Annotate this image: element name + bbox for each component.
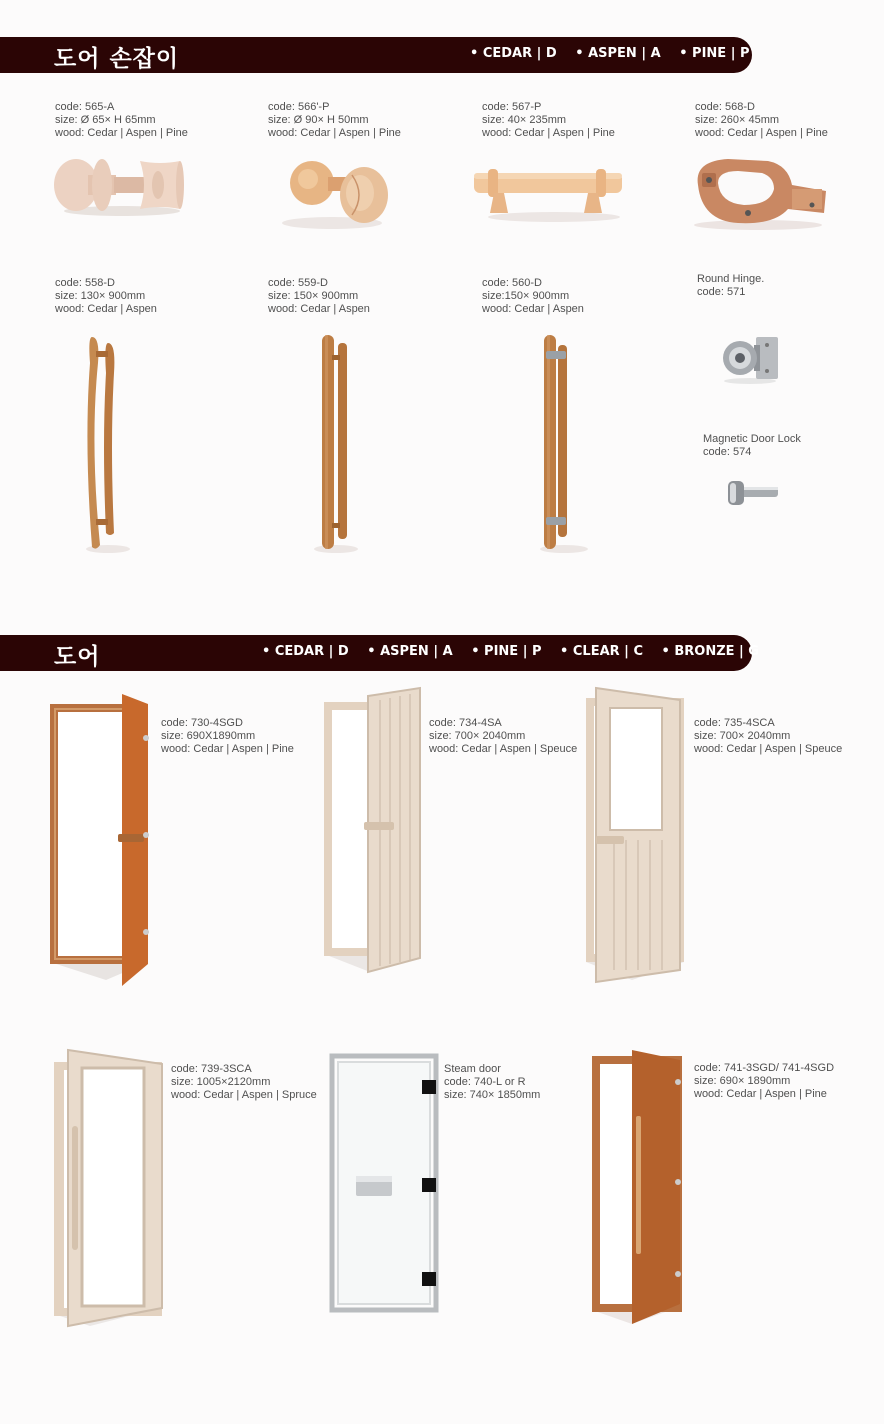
- product-code: code: 565-A: [55, 101, 115, 113]
- long-handle-558-image: [80, 333, 130, 555]
- product-code: code: 734-4SA: [429, 717, 502, 729]
- product-wood: wood: Cedar | Aspen | Pine: [694, 1088, 827, 1100]
- product-spec: [161, 717, 294, 756]
- product-spec: [694, 1062, 834, 1101]
- product-size: size: 1005×2120mm: [171, 1076, 271, 1088]
- product-code: code: 566'-P: [268, 101, 330, 113]
- product-wood: wood: Cedar | Aspen: [482, 303, 584, 315]
- magnetic-lock-image: [726, 478, 780, 508]
- bar-handle-567-image: [470, 165, 626, 223]
- product-code: code: 568-D: [695, 101, 755, 113]
- product-code: code: 558-D: [55, 277, 115, 289]
- product-size: size: 40× 235mm: [482, 114, 567, 126]
- product-code: code: 741-3SGD/ 741-4SGD: [694, 1062, 835, 1074]
- section-banner-handles: [0, 37, 752, 73]
- knob-566-image: [280, 155, 392, 231]
- section-title: 도어: [54, 644, 101, 670]
- product-wood: wood: Cedar | Aspen | Pine: [268, 127, 401, 139]
- product-wood: wood: Cedar | Aspen | Speuce: [429, 743, 578, 755]
- product-name: Magnetic Door Lock: [703, 433, 801, 445]
- tag-clear: • CLEAR | C: [560, 644, 643, 659]
- product-spec: [703, 433, 801, 459]
- product-spec: [697, 273, 764, 299]
- product-size: size: 130× 900mm: [55, 290, 146, 302]
- product-name: Round Hinge.: [697, 273, 765, 285]
- product-code: code: 560-D: [482, 277, 542, 289]
- product-code: code: 567-P: [482, 101, 542, 113]
- knob-565-image: [52, 155, 184, 217]
- steam-door-image: [326, 1052, 440, 1316]
- product-code: code: 574: [703, 446, 752, 458]
- wood-tags: [262, 644, 773, 659]
- tag-pine: • PINE | P: [679, 46, 750, 61]
- tag-aspen: • ASPEN | A: [575, 46, 661, 61]
- long-handle-559-image: [312, 333, 362, 555]
- door-739-image: [50, 1046, 166, 1330]
- product-size: size: 690× 1890mm: [694, 1075, 791, 1087]
- product-spec: [268, 101, 401, 140]
- product-spec: [444, 1063, 540, 1102]
- round-hinge-image: [720, 333, 782, 385]
- product-spec: [268, 277, 370, 316]
- wood-tags: [470, 46, 764, 61]
- product-wood: wood: Cedar | Aspen | Speuce: [694, 743, 843, 755]
- product-spec: [429, 717, 577, 756]
- product-code: code: 559-D: [268, 277, 328, 289]
- product-size: size: 700× 2040mm: [429, 730, 526, 742]
- product-spec: [695, 101, 828, 140]
- long-handle-560-image: [536, 333, 592, 555]
- product-wood: wood: Cedar | Aspen | Spruce: [171, 1089, 317, 1101]
- product-code: code: 571: [697, 286, 746, 298]
- tag-bronze: • BRONZE | G: [661, 644, 759, 659]
- product-wood: wood: Cedar | Aspen | Pine: [482, 127, 615, 139]
- section-banner-doors: [0, 635, 759, 671]
- product-wood: wood: Cedar | Aspen: [268, 303, 370, 315]
- product-wood: wood: Cedar | Aspen: [55, 303, 157, 315]
- product-spec: [55, 277, 157, 316]
- product-code: code: 739-3SCA: [171, 1063, 252, 1075]
- product-code: code: 730-4SGD: [161, 717, 243, 729]
- product-spec: [482, 101, 615, 140]
- product-spec: [55, 101, 188, 140]
- product-wood: wood: Cedar | Aspen | Pine: [55, 127, 188, 139]
- clamp-handle-568-image: [688, 155, 830, 231]
- product-size: size: 690X1890mm: [161, 730, 256, 742]
- door-741-image: [588, 1048, 688, 1328]
- product-size: size:150× 900mm: [482, 290, 570, 302]
- product-spec: [694, 717, 842, 756]
- door-734-image: [320, 686, 426, 978]
- product-size: size: 740× 1850mm: [444, 1089, 541, 1101]
- product-size: size: Ø 90× H 50mm: [268, 114, 369, 126]
- product-spec: [482, 277, 584, 316]
- tag-cedar: • CEDAR | D: [262, 644, 349, 659]
- door-730-image: [46, 690, 156, 990]
- door-735-image: [582, 684, 688, 984]
- product-code: code: 740-L or R: [444, 1076, 526, 1088]
- product-size: size: 260× 45mm: [695, 114, 780, 126]
- tag-aspen: • ASPEN | A: [367, 644, 453, 659]
- product-size: size: 150× 900mm: [268, 290, 359, 302]
- product-spec: [171, 1063, 317, 1102]
- product-size: size: Ø 65× H 65mm: [55, 114, 156, 126]
- product-name: Steam door: [444, 1063, 501, 1075]
- product-size: size: 700× 2040mm: [694, 730, 791, 742]
- product-wood: wood: Cedar | Aspen | Pine: [161, 743, 294, 755]
- tag-pine: • PINE | P: [471, 644, 542, 659]
- tag-cedar: • CEDAR | D: [470, 46, 557, 61]
- product-code: code: 735-4SCA: [694, 717, 775, 729]
- section-title: 도어 손잡이: [54, 46, 180, 72]
- product-wood: wood: Cedar | Aspen | Pine: [695, 127, 828, 139]
